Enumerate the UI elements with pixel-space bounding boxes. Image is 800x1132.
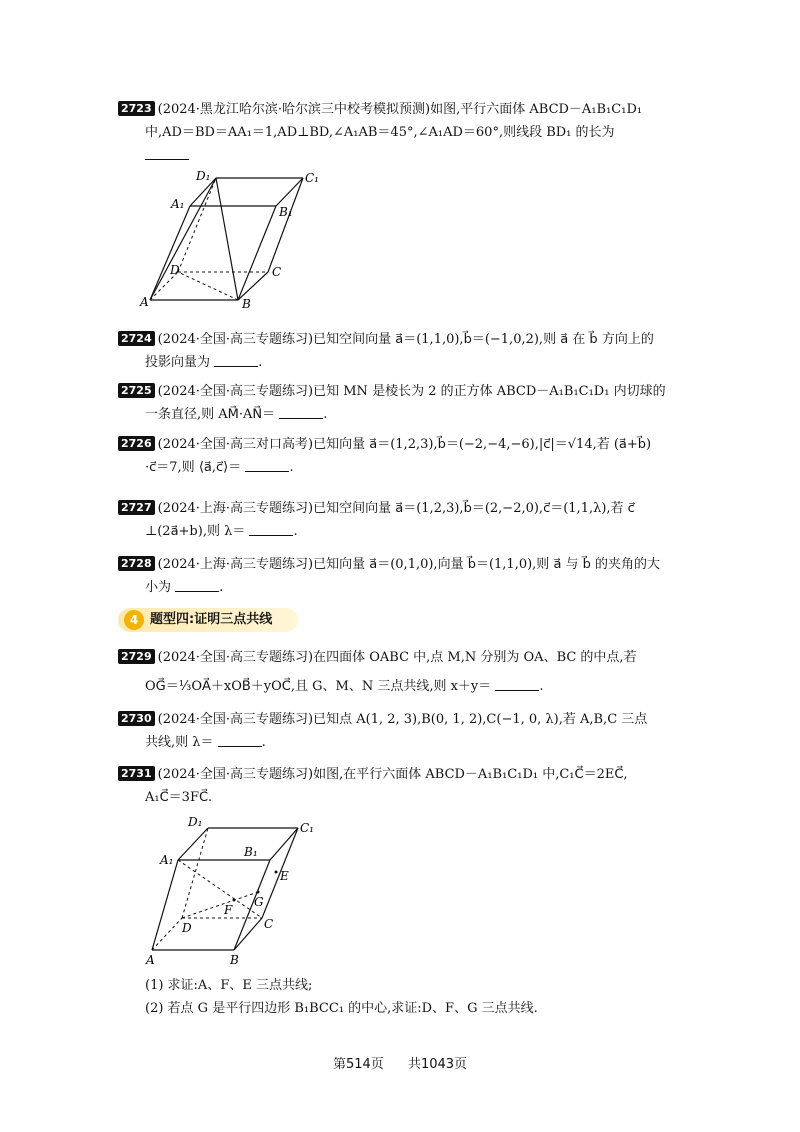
edge-b-c [238,272,268,300]
answer-blank [495,678,539,691]
page-footer [0,1053,800,1072]
subquestion-2: (2) 若点 G 是平行四边形 B₁BCC₁ 的中心,求证:D、F、G 三点共线. [145,1001,538,1016]
label-d1: D₁ [188,815,203,829]
problem-2727: 2727 (2024·上海·高三专题练习)已知空间向量 a⃗＝(1,2,3),b⃗＝(2,−2,0),c⃗＝(1,1,λ),若 c⃗ ⊥(2a⃗+b),则 λ＝ . [118,497,688,543]
label-c1: C₁ [305,171,319,185]
label-b: B [230,953,239,967]
problem-text: 中,AD＝BD＝AA₁＝1,AD⊥BD,∠A₁AB＝45°,∠A₁AD＝60°,则线段 BD₁ 的长为 [145,125,615,140]
problem-text: (2024·全国·高三对口高考)已知向量 a⃗＝(1,2,3),b⃗＝(−2,−4,−6),|c⃗|＝√14,若 (a⃗+b⃗) [157,437,652,452]
label-c1: C₁ [300,821,314,835]
hidden-edge-d-d1 [178,178,216,272]
label-d1: D₁ [196,169,211,183]
problem-2728: 2728 (2024·上海·高三专题练习)已知向量 a⃗＝(0,1,0),向量 b⃗＝(1,1,0),则 a⃗ 与 b⃗ 的夹角的大 小为 . [118,553,688,599]
problem-text: (2024·全国·高三专题练习)已知 MN 是棱长为 2 的正方体 ABCD－A₁B₁C₁D₁ 内切球的 [157,384,666,399]
problem-number: 2725 [118,383,155,398]
problem-text: ⊥(2a⃗+b),则 λ＝ [145,524,246,539]
problem-text: 小为 [145,580,172,595]
label-g: G [254,895,264,909]
problem-number: 2729 [118,649,155,664]
page-total: 共1043页 [407,1057,468,1072]
label-a1: A₁ [171,197,185,211]
parallelepiped-figure-1 [138,168,338,310]
label-f: F [224,903,233,917]
edge-b1-c1 [270,828,298,860]
problem-text: A₁C⃗＝3FC⃗. [145,790,213,805]
problem-text: (2024·全国·高三专题练习)已知空间向量 a⃗＝(1,1,0),b⃗＝(−1,0,2),则 a⃗ 在 b⃗ 方向上的 [157,332,654,347]
label-b1: B₁ [279,205,293,219]
label-d: D [182,921,192,935]
point-e [275,871,278,874]
hidden-edge-b-d [178,272,238,300]
edge-b-b1 [238,206,276,300]
label-a1: A₁ [160,853,174,867]
answer-blank [145,147,189,160]
problem-number: 2727 [118,500,155,515]
problem-2724: 2724 (2024·全国·高三专题练习)已知空间向量 a⃗＝(1,1,0),b⃗＝(−1,0,2),则 a⃗ 在 b⃗ 方向上的 投影向量为 . [118,328,688,374]
problem-2723 [118,98,688,167]
label-c: C [272,265,282,279]
problem-text: ·c⃗＝7,则 ⟨a⃗,c⃗⟩＝ [145,460,242,475]
problem-text: (2024·黑龙江哈尔滨·哈尔滨三中校考模拟预测)如图,平行六面体 ABCD－A₁B₁C₁D₁ [157,102,643,117]
edge-a-a1 [150,206,190,300]
parallelepiped-figure-2 [142,810,342,970]
point-g [257,891,260,894]
answer-blank [249,523,293,536]
page-number: 第514页 [332,1057,384,1072]
section-title: 题型四:证明三点共线 [150,612,273,627]
problem-2730: 2730 (2024·全国·高三专题练习)已知点 A(1, 2, 3),B(0, 1, 2),C(−1, 0, λ),若 A,B,C 三点 共线,则 λ＝ . [118,708,688,754]
problem-text: 共线,则 λ＝ [145,735,214,750]
edge-c-c1 [268,178,303,272]
problem-2731 [118,763,688,809]
label-d: D [170,263,180,277]
label-a: A [146,953,155,967]
problem-2729: 2729 (2024·全国·高三专题练习)在四面体 OABC 中,点 M,N 分别为 OA、BC 的中点,若 OG⃗＝⅓OA⃗＋xOB⃗＋yOC⃗,且 G、M、N 三点共线,则 x＋y＝ . [118,646,688,698]
answer-blank [175,579,219,592]
label-a: A [140,295,149,309]
problem-text: (2024·全国·高三专题练习)如图,在平行六面体 ABCD－A₁B₁C₁D₁ 中,C₁C⃗＝2EC⃗, [157,767,628,782]
answer-blank [218,734,262,747]
subquestion-list [145,974,705,1020]
problem-text: 投影向量为 [145,355,211,370]
problem-number: 2730 [118,711,155,726]
problem-text: 一条直径,则 AM⃗·AN⃗＝ [145,407,276,422]
problem-number: 2731 [118,766,155,781]
problem-2725: 2725 (2024·全国·高三专题练习)已知 MN 是棱长为 2 的正方体 ABCD－A₁B₁C₁D₁ 内切球的 一条直径,则 AM⃗·AN⃗＝ . [118,380,688,426]
edge-b1-c1 [276,178,303,206]
label-e: E [280,869,289,883]
problem-text: (2024·全国·高三专题练习)在四面体 OABC 中,点 M,N 分别为 OA、BC 的中点,若 [157,650,637,665]
problem-number: 2724 [118,331,155,346]
answer-blank [214,354,258,367]
section-heading [118,608,298,632]
point-f [233,899,236,902]
problem-2726: 2726 (2024·全国·高三对口高考)已知向量 a⃗＝(1,2,3),b⃗＝(−2,−4,−6),|c⃗|＝√14,若 (a⃗+b⃗) ·c⃗＝7,则 ⟨a⃗,c⃗⟩＝ . [118,433,688,479]
answer-blank [245,459,289,472]
subquestion-1: (1) 求证:A、F、E 三点共线; [145,978,313,993]
problem-number: 2726 [118,436,155,451]
hidden-segment-d-g [182,892,258,918]
problem-text: (2024·全国·高三专题练习)已知点 A(1, 2, 3),B(0, 1, 2),C(−1, 0, λ),若 A,B,C 三点 [157,712,648,727]
problem-text: OG⃗＝⅓OA⃗＋xOB⃗＋yOC⃗,且 G、M、N 三点共线,则 x＋y＝ [145,679,492,694]
problem-number: 2723 [118,101,155,116]
label-c: C [264,917,274,931]
edge-a1-d1 [178,828,208,860]
problem-text: (2024·上海·高三专题练习)已知空间向量 a⃗＝(1,2,3),b⃗＝(2,−2,0),c⃗＝(1,1,λ),若 c⃗ [157,501,635,516]
label-b: B [242,297,251,310]
segment-bd1 [216,178,238,300]
section-badge: 4 [124,610,144,630]
label-b1: B₁ [244,845,258,859]
problem-text: (2024·上海·高三专题练习)已知向量 a⃗＝(0,1,0),向量 b⃗＝(1,1,0),则 a⃗ 与 b⃗ 的夹角的大 [157,557,661,572]
problem-number: 2728 [118,556,155,571]
edge-b-c [234,918,262,950]
answer-blank [279,406,323,419]
edge-b-b1 [234,860,270,950]
